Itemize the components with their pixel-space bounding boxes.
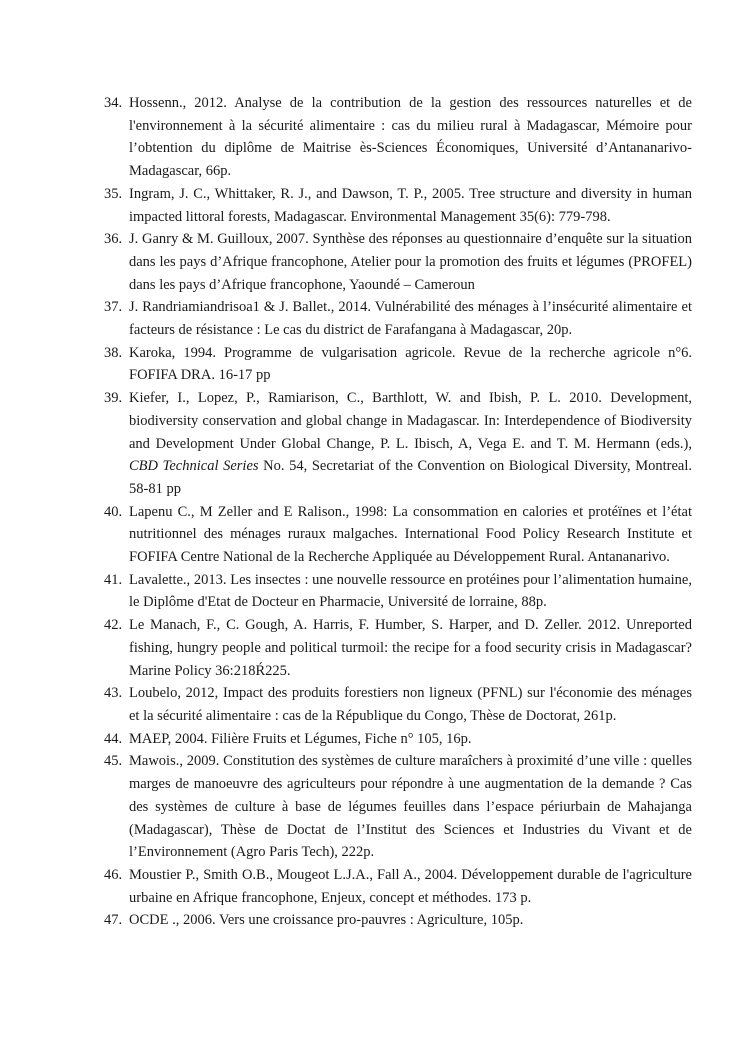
reference-number: 47. — [104, 912, 123, 929]
reference-text: Ingram, J. C., Whittaker, R. J., and Dawson, T. P., 2005. Tree structure and diversity in human impacted littoral forests, Madagascar. Environmental Management 35(6): 779-798. — [129, 185, 692, 225]
reference-item-40 — [100, 501, 692, 569]
reference-item-35 — [100, 183, 692, 228]
reference-text: Loubelo, 2012, Impact des produits forestiers non ligneux (PFNL) sur l'économie des ménages et la sécurité alimentaire : cas de la République du Congo, Thèse de Doctorat, 261p. — [129, 685, 692, 724]
reference-number: 43. — [104, 685, 123, 702]
reference-item-45 — [100, 750, 692, 864]
reference-number: 40. — [104, 503, 123, 520]
reference-text: Hossenn., 2012. Analyse de la contribution de la gestion des ressources naturelles et de l'environnement à la sécurité alimentaire : cas du milieu rural à Madagascar, Mémoire pour l’obtention du diplôme de Maitrise ès-Sciences Économiques, Université d’Antananarivo-Madagascar, 66p. — [129, 95, 692, 180]
reference-text: Karoka, 1994. Programme de vulgarisation agricole. Revue de la recherche agricole n°6. FOFIFA DRA. 16-17 pp — [129, 344, 692, 384]
reference-number: 45. — [104, 753, 123, 770]
reference-number: 39. — [104, 390, 123, 407]
reference-item-44 — [100, 728, 692, 751]
reference-number: 35. — [104, 185, 123, 202]
reference-number: 38. — [104, 344, 123, 361]
reference-text-part: Kiefer, I., Lopez, P., Ramiarison, C., Barthlott, W. and Ibish, P. L. 2010. Development, biodiversity conservation and global change in Madagascar. In: Interdependence of Biodiversity and Development Under Global Change, P. L. Ibisch, A, Vega E. and T. M. Hermann (eds.), — [129, 390, 692, 452]
reference-number: 36. — [104, 231, 123, 248]
reference-item-34 — [100, 92, 692, 183]
reference-item-42 — [100, 614, 692, 682]
reference-text: Lapenu C., M Zeller and E Ralison., 1998: La consommation en calories et protéïnes et l’état nutritionnel des ménages ruraux malgaches. International Food Policy Research Institute et FOFIFA Centre National de la Recherche Appliquée au Développement Rural. Antananarivo. — [129, 503, 692, 566]
reference-number: 44. — [104, 730, 123, 747]
reference-item-41 — [100, 569, 692, 614]
reference-item-37 — [100, 296, 692, 341]
reference-text-part: No. 54, Secretariat of the Convention on Biological Diversity, Montreal. 58-81 pp — [129, 458, 692, 497]
reference-number: 34. — [104, 95, 123, 111]
reference-text: J. Ganry & M. Guilloux, 2007. Synthèse des réponses au questionnaire d’enquête sur la situation dans les pays d’Afrique francophone, Atelier pour la promotion des fruits et légumes (PROFEL) dans les pays d’Afrique francophone, Yaoundé – Cameroun — [129, 231, 692, 293]
reference-item-47 — [100, 909, 692, 932]
reference-text: MAEP, 2004. Filière Fruits et Légumes, Fiche n° 105, 16p. — [129, 730, 472, 747]
reference-text — [129, 390, 692, 497]
reference-text: Le Manach, F., C. Gough, A. Harris, F. Humber, S. Harper, and D. Zeller. 2012. Unreported fishing, hungry people and political turmoil: the recipe for a food security crisis in Madagascar? Marine Policy 36:218Ŕ225. — [129, 617, 692, 679]
reference-number: 42. — [104, 617, 123, 634]
reference-text: Lavalette., 2013. Les insectes : une nouvelle ressource en protéines pour l’alimentation humaine, le Diplôme d'Etat de Docteur en Pharmacie, Université de lorraine, 88p. — [129, 571, 692, 611]
reference-item-46 — [100, 864, 692, 909]
reference-list — [100, 92, 692, 932]
reference-item-36 — [100, 228, 692, 296]
reference-text: Mawois., 2009. Constitution des systèmes de culture maraîchers à proximité d’une ville : quelles marges de manoeuvre des agriculteurs pour répondre à une augmentation de la demande ? Cas des systèmes de culture à base de légumes feuilles dans l’espace périurbain de Mahajanga (Madagascar), Thèse de Doctat de l’Institut des Sciences et Industries du Vivant et de l’Environnement (Agro Paris Tech), 222p. — [129, 753, 692, 861]
reference-text: J. Randriamiandrisoa1 & J. Ballet., 2014. Vulnérabilité des ménages à l’insécurité alimentaire et facteurs de résistance : Le cas du district de Farafangana à Madagascar, 20p. — [129, 299, 692, 339]
reference-item-38 — [100, 342, 692, 387]
reference-item-43 — [100, 682, 692, 727]
reference-number: 46. — [104, 866, 123, 883]
document-page — [100, 92, 692, 932]
series-title: CBD Technical Series — [129, 458, 259, 475]
reference-number: 37. — [104, 299, 123, 316]
reference-text: Moustier P., Smith O.B., Mougeot L.J.A., Fall A., 2004. Développement durable de l'agriculture urbaine en Afrique francophone, Enjeux, concept et méthodes. 173 p. — [129, 866, 692, 906]
reference-number: 41. — [104, 571, 123, 588]
reference-item-39 — [100, 387, 692, 501]
reference-text: OCDE ., 2006. Vers une croissance pro-pauvres : Agriculture, 105p. — [129, 912, 524, 929]
